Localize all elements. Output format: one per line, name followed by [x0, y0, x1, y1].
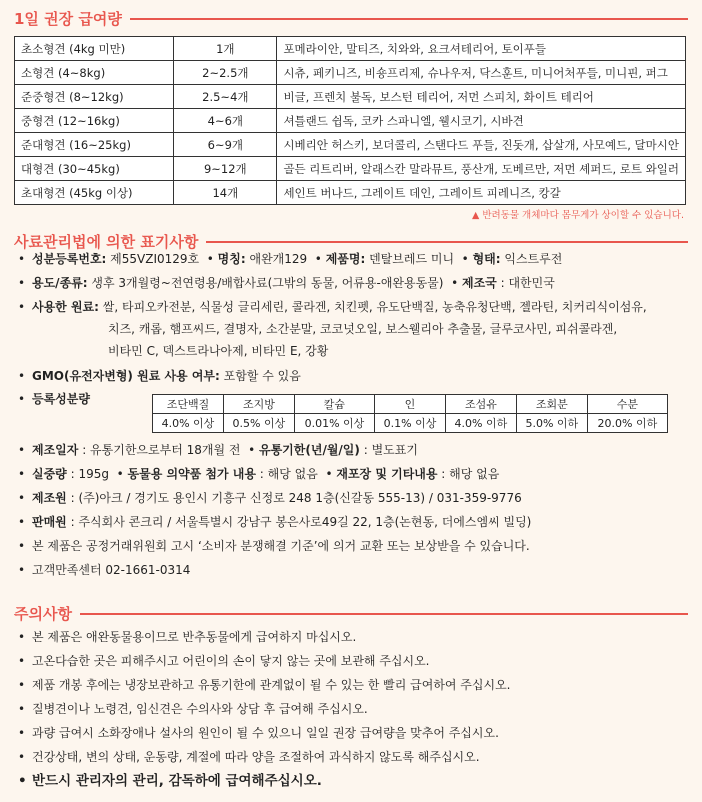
comp-header: 조회분 [516, 395, 587, 414]
amount-cell: 9~12개 [174, 157, 277, 181]
expiry-value: : 별도표기 [359, 443, 418, 457]
title-divider [80, 613, 688, 615]
name-value: 애완개129 [245, 252, 308, 266]
table-row [15, 109, 686, 133]
caution-item: • 고온다습한 곳은 피해주시고 어린이의 손이 닿지 않는 곳에 보관해 주십시오. [18, 654, 430, 668]
center-text: 고객만족센터 02-1661-0314 [32, 563, 191, 577]
repack-label: 재포장 및 기타내용 [336, 467, 438, 481]
caution-text: 제품 개봉 후에는 냉장보관하고 유통기한에 관계없이 될 수 있는 한 빨리 급여하여 주십시오. [32, 678, 511, 692]
country-label: 제조국 [462, 276, 497, 290]
name-label: 명칭: [217, 252, 246, 266]
comp-value: 20.0% 이하 [587, 414, 667, 433]
breeds-cell: 골든 리트리버, 알래스칸 말라뮤트, 풍산개, 도베르만, 저먼 셰퍼드, 로트 와일러 [277, 157, 686, 181]
amount-cell: 14개 [174, 181, 277, 205]
title-divider [130, 18, 688, 20]
seller-value: : 주식회사 콘크리 / 서울특별시 강남구 봉은사로49길 22, 1층(논현동, 더에스엠씨 빌딩) [66, 515, 532, 529]
date-value: : 유통기한으로부터 18개월 전 [78, 443, 241, 457]
comp-value: 0.01% 이상 [294, 414, 374, 433]
raw-label: 사용한 원료: [32, 300, 99, 314]
maker-label: 제조원 [32, 491, 67, 505]
feeding-note: ▲ 반려동물 개체마다 몸무게가 상이할 수 있습니다. [472, 210, 684, 221]
caution-item: • 질병견이나 노령견, 임신견은 수의사와 상담 후 급여해 주십시오. [18, 702, 368, 716]
caution-text: 건강상태, 변의 상태, 운동량, 계절에 따라 양을 조절하여 과식하지 않도록 해주십시오. [32, 750, 480, 764]
caution-text: 질병견이나 노령견, 임신견은 수의사와 상담 후 급여해 주십시오. [32, 702, 368, 716]
title-divider [206, 241, 688, 243]
size-cell: 대형견 (30~45kg) [15, 157, 174, 181]
raw-line-2: 치즈, 캐롭, 햄프씨드, 결명자, 소간분말, 코코넛오일, 보스웰리아 추출물, 글루코사민, 피쉬콜라겐, [108, 322, 618, 336]
repack-value: : 해당 없음 [437, 467, 500, 481]
table-row [15, 61, 686, 85]
label-line-seller: • 판매원 : 주식회사 콘크리 / 서울특별시 강남구 봉은사로49길 22, 1층(논현동, 더에스엠씨 빌딩) [18, 515, 532, 529]
comp-label: 등록성분량 [32, 392, 90, 406]
expiry-label: 유통기한(년/월/일) [259, 443, 360, 457]
comp-header: 수분 [587, 395, 667, 414]
amount-cell: 2.5~4개 [174, 85, 277, 109]
amount-cell: 4~6개 [174, 109, 277, 133]
comp-header: 조단백질 [153, 395, 224, 414]
drug-value: : 해당 없음 [255, 467, 318, 481]
label-line-registration: • 성분등록번호: 제55VZI0129호 • 명칭: 애완개129 • 제품명: 덴탈브레드 미니 • 형태: 익스트루전 [18, 252, 563, 266]
caution-item: • 건강상태, 변의 상태, 운동량, 계절에 따라 양을 조절하여 과식하지 않도록 해주십시오. [18, 750, 480, 764]
table-row [15, 133, 686, 157]
label-line-gmo: • GMO(유전자변형) 원료 사용 여부: 포함할 수 있음 [18, 369, 301, 383]
comp-header: 조지방 [223, 395, 294, 414]
seller-label: 판매원 [32, 515, 67, 529]
final-caution: • 반드시 관리자의 관리, 감독하에 급여해주십시오. [18, 773, 322, 789]
maker-value: : (주)아크 / 경기도 용인시 기흥구 신정로 248 1층(신갈동 555-13) / 031-359-9776 [66, 491, 522, 505]
feeding-table [14, 36, 686, 205]
gmo-label: GMO(유전자변형) 원료 사용 여부: [32, 369, 220, 383]
size-cell: 준대형견 (16~25kg) [15, 133, 174, 157]
comp-value: 0.5% 이상 [223, 414, 294, 433]
weight-label: 실중량 [32, 467, 67, 481]
composition-table [152, 394, 668, 433]
label-line-composition: • 등록성분량 [18, 392, 90, 406]
comp-value: 4.0% 이상 [153, 414, 224, 433]
comp-header: 조섬유 [445, 395, 516, 414]
raw-line-1: 쌀, 타피오카전분, 식물성 글리세린, 콜라겐, 치킨펫, 유도단백질, 농축유청단백, 젤라틴, 치커리식이섬유, [98, 300, 647, 314]
caution-text: 과량 급여시 소화장애나 설사의 원인이 될 수 있으니 일일 권장 급여량을 맞추어 주십시오. [32, 726, 499, 740]
comp-header: 칼슘 [294, 395, 374, 414]
size-cell: 초대형견 (45kg 이상) [15, 181, 174, 205]
caution-item: • 제품 개봉 후에는 냉장보관하고 유통기한에 관계없이 될 수 있는 한 빨리 급여하여 주십시오. [18, 678, 511, 692]
size-cell: 준중형견 (8~12kg) [15, 85, 174, 109]
feeding-title-text: 1일 권장 급여량 [14, 10, 122, 28]
comp-value: 4.0% 이하 [445, 414, 516, 433]
breeds-cell: 셔틀랜드 쉽독, 코카 스파니엘, 웰시코기, 시바견 [277, 109, 686, 133]
label-line-dates: • 제조일자 : 유통기한으로부터 18개월 전 • 유통기한(년/월/일) : 별도표기 [18, 443, 418, 457]
amount-cell: 2~2.5개 [174, 61, 277, 85]
country-value: : 대한민국 [496, 276, 555, 290]
label-title-text: 사료관리법에 의한 표기사항 [14, 233, 199, 251]
breeds-cell: 포메라이안, 말티즈, 치와와, 요크셔테리어, 토이푸들 [277, 37, 686, 61]
reg-label: 성분등록번호: [32, 252, 107, 266]
table-row [15, 157, 686, 181]
product-label: 제품명: [325, 252, 366, 266]
breeds-cell: 세인트 버나드, 그레이트 데인, 그레이트 피레니즈, 캉갈 [277, 181, 686, 205]
table-row [15, 85, 686, 109]
amount-cell: 6~9개 [174, 133, 277, 157]
amount-cell: 1개 [174, 37, 277, 61]
date-label: 제조일자 [32, 443, 79, 457]
label-line-usage: • 용도/종류: 생후 3개월령~전연령용/배합사료(그밖의 동물, 어류용-애완용동물) • 제조국 : 대한민국 [18, 276, 555, 290]
table-row [15, 37, 686, 61]
label-line-maker: • 제조원 : (주)아크 / 경기도 용인시 기흥구 신정로 248 1층(신갈동 555-13) / 031-359-9776 [18, 491, 522, 505]
use-value: 생후 3개월령~전연령용/배합사료(그밖의 동물, 어류용-애완용동물) [87, 276, 444, 290]
label-line-weight: • 실중량 : 195g • 동물용 의약품 첨가 내용 : 해당 없음 • 재포장 및 기타내용 : 해당 없음 [18, 467, 500, 481]
size-cell: 초소형견 (4kg 미만) [15, 37, 174, 61]
label-line-ingredients: • 사용한 원료: 쌀, 타피오카전분, 식물성 글리세린, 콜라겐, 치킨펫, 유도단백질, 농축유청단백, 젤라틴, 치커리식이섬유, [18, 300, 647, 314]
weight-value: : 195g [66, 467, 109, 481]
feeding-section-title [14, 8, 688, 29]
label-line-exchange: • 본 제품은 공정거래위원회 고시 ‘소비자 분쟁해결 기준’에 의거 교환 또는 보상받을 수 있습니다. [18, 539, 530, 553]
reg-value: 제55VZI0129호 [106, 252, 200, 266]
caution-item: • 과량 급여시 소화장애나 설사의 원인이 될 수 있으니 일일 권장 급여량을 맞추어 주십시오. [18, 726, 499, 740]
use-label: 용도/종류: [32, 276, 88, 290]
caution-text: 본 제품은 애완동물용이므로 반추동물에게 급여하지 마십시오. [32, 630, 357, 644]
comp-value: 5.0% 이하 [516, 414, 587, 433]
final-caution-text: 반드시 관리자의 관리, 감독하에 급여해주십시오. [32, 773, 322, 789]
shape-value: 익스트루전 [500, 252, 563, 266]
shape-label: 형태: [472, 252, 501, 266]
caution-title-text: 주의사항 [14, 605, 72, 623]
size-cell: 중형견 (12~16kg) [15, 109, 174, 133]
comp-header: 인 [375, 395, 446, 414]
breeds-cell: 시베리안 허스키, 보더콜리, 스탠다드 푸들, 진돗개, 삽살개, 사모예드, 달마시안 [277, 133, 686, 157]
raw-line-3: 비타민 C, 덱스트라나아제, 비타민 E, 강황 [108, 344, 329, 358]
breeds-cell: 시츄, 페키니즈, 비숑프리제, 슈나우저, 닥스훈트, 미니어처푸들, 미니핀, 퍼그 [277, 61, 686, 85]
label-line-center: • 고객만족센터 02-1661-0314 [18, 563, 191, 577]
table-row [153, 414, 668, 433]
table-row [153, 395, 668, 414]
exchange-text: 본 제품은 공정거래위원회 고시 ‘소비자 분쟁해결 기준’에 의거 교환 또는 보상받을 수 있습니다. [32, 539, 530, 553]
drug-label: 동물용 의약품 첨가 내용 [127, 467, 256, 481]
size-cell: 소형견 (4~8kg) [15, 61, 174, 85]
caution-section-title [14, 603, 688, 624]
product-value: 덴탈브레드 미니 [365, 252, 455, 266]
gmo-value: 포함할 수 있음 [219, 369, 301, 383]
caution-item: • 본 제품은 애완동물용이므로 반추동물에게 급여하지 마십시오. [18, 630, 357, 644]
caution-text: 고온다습한 곳은 피해주시고 어린이의 손이 닿지 않는 곳에 보관해 주십시오. [32, 654, 430, 668]
comp-value: 0.1% 이상 [375, 414, 446, 433]
breeds-cell: 비글, 프렌치 불독, 보스턴 테리어, 저먼 스피치, 화이트 테리어 [277, 85, 686, 109]
table-row [15, 181, 686, 205]
